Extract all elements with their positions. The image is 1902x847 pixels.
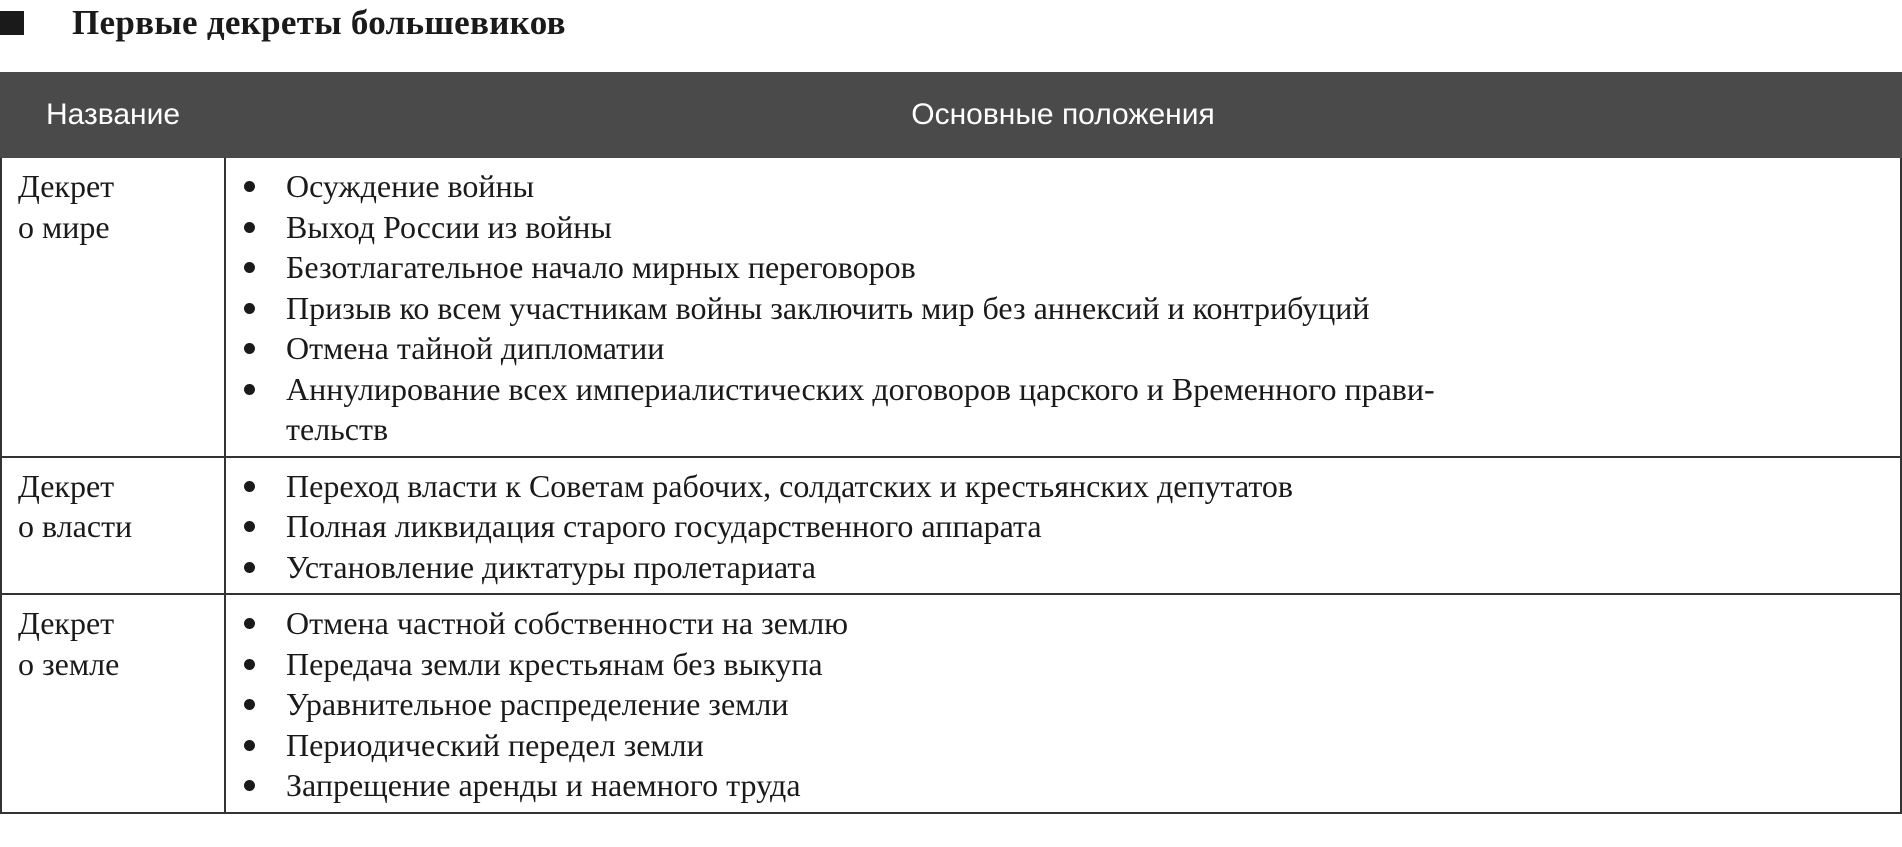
list-item: Уравнительное распределение земли bbox=[226, 684, 1860, 725]
list-item: Полная ликвидация старого государственного аппарата bbox=[226, 506, 1860, 547]
table-row bbox=[1, 157, 1901, 457]
decree-provisions-cell bbox=[225, 594, 1901, 813]
provisions-list bbox=[226, 166, 1860, 450]
table-row bbox=[1, 457, 1901, 595]
provisions-list bbox=[226, 466, 1860, 588]
list-item: Безотлагательное начало мирных переговоров bbox=[226, 247, 1860, 288]
decrees-table bbox=[0, 72, 1902, 814]
list-item: Установление диктатуры пролетариата bbox=[226, 547, 1860, 588]
list-item-line-1: Аннулирование всех империалистических договоров царского и Временного прави- bbox=[286, 370, 1435, 407]
list-item: Осуждение войны bbox=[226, 166, 1860, 207]
decree-name-cell bbox=[1, 457, 225, 595]
decree-name-line: Декрет bbox=[18, 467, 115, 504]
square-bullet-icon bbox=[0, 11, 24, 35]
decree-name-cell bbox=[1, 594, 225, 813]
page-title: Первые декреты большевиков bbox=[72, 3, 566, 42]
decree-name-line: о власти bbox=[18, 508, 133, 544]
list-item bbox=[226, 369, 1860, 450]
decree-name-line: о земле bbox=[18, 645, 120, 682]
list-item: Запрещение аренды и наемного труда bbox=[226, 765, 1860, 806]
decree-name-cell bbox=[1, 157, 225, 457]
list-item: Отмена частной собственности на землю bbox=[226, 603, 1860, 644]
decree-name-line: Декрет bbox=[18, 605, 115, 641]
list-item: Призыв ко всем участникам войны заключить мир без аннексий и контрибуций bbox=[226, 288, 1860, 329]
decree-name-line: Декрет bbox=[18, 168, 115, 204]
list-item: Отмена тайной дипломатии bbox=[226, 328, 1860, 369]
title-row bbox=[0, 0, 566, 46]
decree-provisions-cell bbox=[225, 457, 1901, 595]
list-item: Передача земли крестьянам без выкупа bbox=[226, 644, 1860, 685]
column-header-provisions: Основные положения bbox=[225, 73, 1901, 157]
list-item-line-2: тельств bbox=[286, 411, 389, 447]
table-row bbox=[1, 594, 1901, 813]
provisions-list bbox=[226, 603, 1860, 806]
column-header-name: Название bbox=[1, 73, 225, 157]
list-item: Периодический передел земли bbox=[226, 725, 1860, 766]
table-header-row bbox=[1, 73, 1901, 157]
decree-name-line: о мире bbox=[18, 208, 110, 245]
list-item: Переход власти к Советам рабочих, солдатских и крестьянских депутатов bbox=[226, 466, 1860, 507]
list-item: Выход России из войны bbox=[226, 207, 1860, 248]
decree-provisions-cell bbox=[225, 157, 1901, 457]
